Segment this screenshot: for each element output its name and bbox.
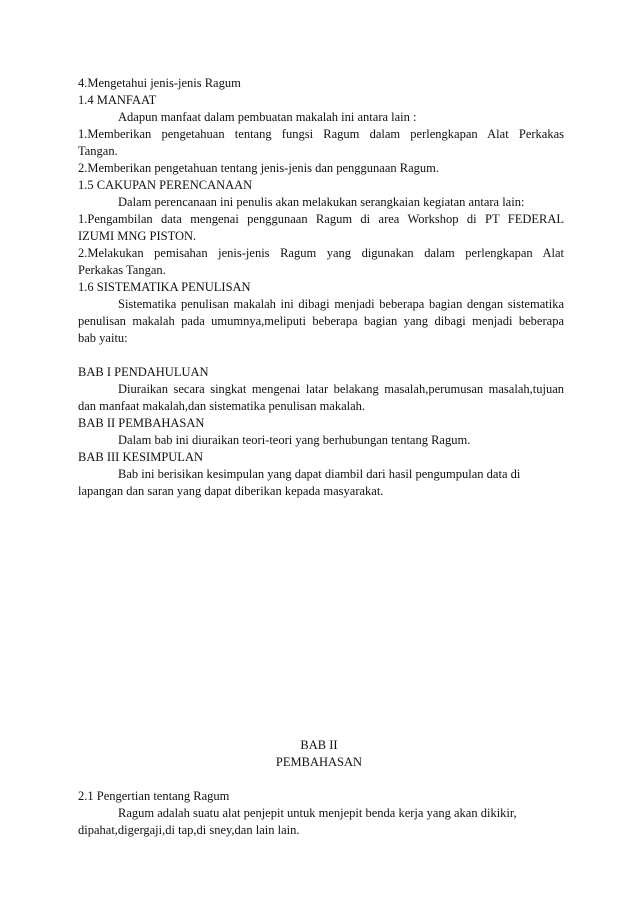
text-line: Bab ini berisikan kesimpulan yang dapat diambil dari hasil pengumpulan data di: [118, 467, 521, 481]
text-line: 4.Mengetahui jenis-jenis Ragum: [78, 76, 241, 90]
heading-sistematika: 1.6 SISTEMATIKA PENULISAN: [78, 280, 251, 294]
text-line: dipahat,digergaji,di tap,di sney,dan lain lain.: [78, 823, 300, 837]
text-line: Diuraikan secara singkat mengenai latar belakang masalah,perumusan masalah,tujuan: [118, 382, 564, 396]
text-line: Ragum adalah suatu alat penjepit untuk menjepit benda kerja yang akan dikikir,: [118, 806, 517, 820]
heading-bab-3: BAB III KESIMPULAN: [78, 450, 203, 464]
text-line: 2.Memberikan pengetahuan tentang jenis-jenis dan penggunaan Ragum.: [78, 161, 440, 175]
heading-cakupan: 1.5 CAKUPAN PERENCANAAN: [78, 178, 253, 192]
heading-bab-2: BAB II PEMBAHASAN: [78, 416, 205, 430]
text-line: 2.Melakukan pemisahan jenis-jenis Ragum yang digunakan dalam perlengkapan Alat: [78, 246, 564, 260]
text-line: dan manfaat makalah,dan sistematika penulisan makalah.: [78, 399, 366, 413]
heading-bab-1: BAB I PENDAHULUAN: [78, 365, 209, 379]
text-line: IZUMI MNG PISTON.: [78, 229, 197, 243]
text-line: Dalam perencanaan ini penulis akan melakukan serangkaian kegiatan antara lain:: [118, 195, 525, 209]
chapter-heading: BAB II: [300, 738, 338, 752]
text-line: Dalam bab ini diuraikan teori-teori yang berhubungan tentang Ragum.: [118, 433, 471, 447]
text-line: Perkakas Tangan.: [78, 263, 166, 277]
chapter-title: PEMBAHASAN: [275, 755, 363, 769]
text-line: 1.Pengambilan data mengenai penggunaan Ragum di area Workshop di PT FEDERAL: [78, 212, 564, 226]
text-line: Tangan.: [78, 144, 118, 158]
heading-pengertian: 2.1 Pengertian tentang Ragum: [78, 789, 230, 803]
text-line: Adapun manfaat dalam pembuatan makalah ini antara lain :: [118, 110, 417, 124]
text-line: bab yaitu:: [78, 331, 128, 345]
heading-manfaat: 1.4 MANFAAT: [78, 93, 157, 107]
text-line: lapangan dan saran yang dapat diberikan kepada masyarakat.: [78, 484, 384, 498]
text-line: 1.Memberikan pengetahuan tentang fungsi Ragum dalam perlengkapan Alat Perkakas: [78, 127, 564, 141]
text-line: Sistematika penulisan makalah ini dibagi menjadi beberapa bagian dengan sistematika: [118, 297, 564, 311]
text-line: penulisan makalah pada umumnya,meliputi beberapa bagian yang dibagi menjadi beberapa: [78, 314, 564, 328]
